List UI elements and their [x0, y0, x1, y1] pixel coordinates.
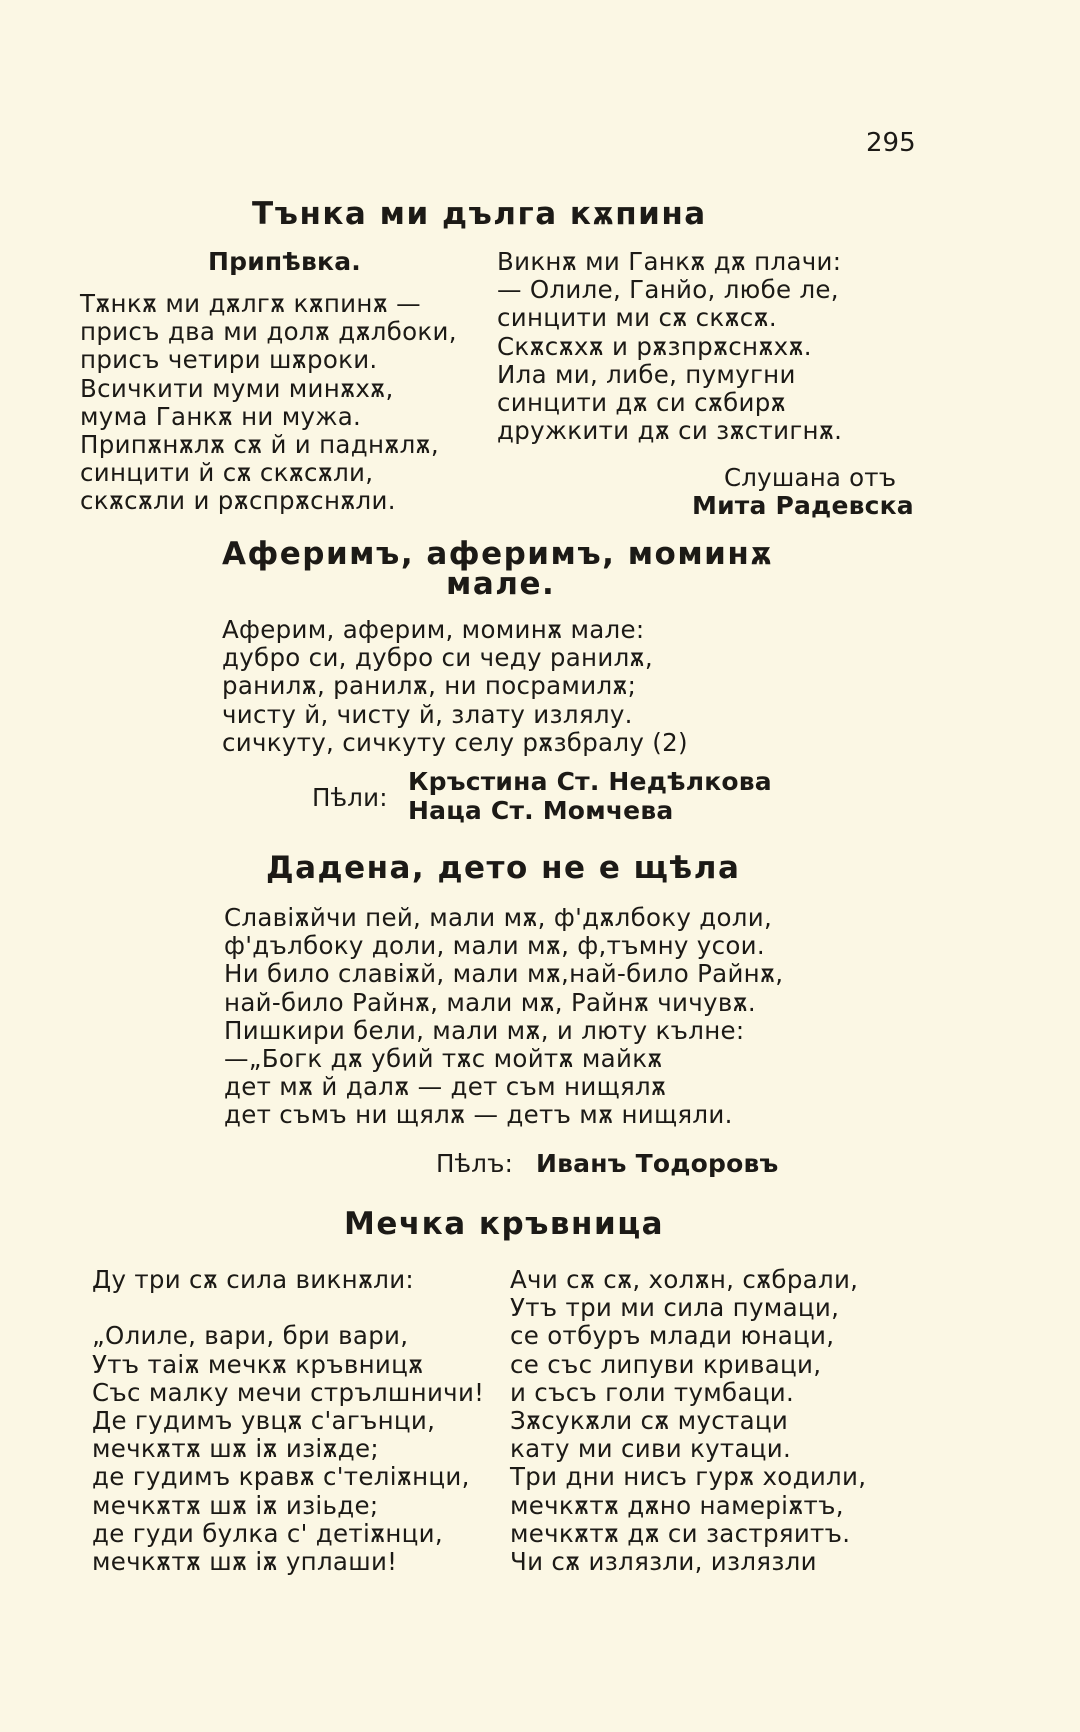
verse-line: Викнѫ ми Ганкѫ дѫ плачи:	[497, 247, 842, 276]
verse-line: „Олиле, вари, бри вари,	[92, 1321, 409, 1351]
song2-singer2: Наца Ст. Момчева	[408, 796, 674, 825]
verse-line: се отбуръ млади юнаци,	[510, 1321, 835, 1351]
song4-title: Мечка кръвница	[344, 1206, 665, 1242]
verse-line: ф'дълбоку доли, мали мѫ, ф,тъмну усои.	[224, 931, 765, 961]
song1-credit-label: Слушана отъ	[724, 463, 897, 492]
verse-line: мечкѫтѫ шѫ іѫ уплаши!	[92, 1547, 398, 1577]
verse-line: мечкѫтѫ шѫ іѫ изіьде;	[92, 1490, 379, 1520]
song1-title: Тънка ми дълга кѫпина	[252, 196, 707, 232]
verse-line: се със липуви криваци,	[510, 1349, 822, 1379]
verse-line: Утъ три ми сила пумаци,	[510, 1293, 840, 1323]
verse-line: Де гудимъ увцѫ с'агънци,	[92, 1406, 436, 1436]
verse-line: Ни било славіѫй, мали мѫ,най-било Райнѫ,	[224, 959, 784, 989]
verse-line: присъ четири шѫроки.	[80, 345, 378, 375]
song4-left-column	[92, 1266, 484, 1576]
verse-line: чисту й, чисту й, злату излялу.	[222, 699, 633, 729]
verse-line: синцити й сѫ скѫсѫли,	[80, 458, 374, 488]
verse-line: мечкѫтѫ дѫно намеріѫтъ,	[510, 1490, 844, 1520]
verse-line	[92, 1294, 484, 1322]
song3-title: Дадена, дето не е щѣла	[266, 850, 741, 886]
verse-line: синцити дѫ си сѫбирѫ	[497, 388, 786, 418]
verse-line: дет мѫ й далѫ — дет съм нищялѫ	[224, 1072, 667, 1102]
song3-singer: Иванъ Тодоровъ	[536, 1149, 779, 1178]
verse-line: — Олиле, Ганйо, любе ле,	[497, 275, 839, 305]
song2-verse	[222, 616, 688, 757]
verse-line: сичкуту, сичкуту селу рѫзбралу (2)	[222, 727, 688, 757]
verse-line: най-било Райнѫ, мали мѫ, Райнѫ чичувѫ.	[224, 987, 756, 1017]
verse-line: Скѫсѫхѫ и рѫзпрѫснѫхѫ.	[497, 331, 812, 361]
verse-line: Славіѫйчи пей, мали мѫ, ф'дѫлбоку доли,	[224, 903, 773, 932]
verse-line: Три дни нисъ гурѫ ходили,	[510, 1462, 867, 1492]
verse-line: кату ми сиви кутаци.	[510, 1434, 792, 1464]
verse-line: скѫсѫли и рѫспрѫснѫли.	[80, 486, 396, 516]
verse-line: Пишкири бели, мали мѫ, и люту кълне:	[224, 1015, 745, 1045]
verse-line: присъ два ми долѫ дѫлбоки,	[80, 317, 457, 347]
verse-line: Ачи сѫ сѫ, холѫн, сѫбрали,	[510, 1265, 859, 1294]
song2-title-line2: мале.	[446, 566, 556, 602]
verse-line: мечкѫтѫ шѫ іѫ изіѫде;	[92, 1434, 379, 1464]
verse-line: Със малку мечи стрълшничи!	[92, 1377, 485, 1407]
song1-subtitle: Припѣвка.	[208, 247, 361, 276]
verse-line: ранилѫ, ранилѫ, ни посрамилѫ;	[222, 671, 637, 701]
verse-line: Ду три сѫ сила викнѫли:	[92, 1265, 414, 1294]
verse-line: Тѫнкѫ ми дѫлгѫ кѫпинѫ —	[80, 289, 421, 318]
verse-line: дружкити дѫ си зѫстигнѫ.	[497, 416, 843, 446]
song1-left-column	[80, 290, 457, 516]
verse-line: де гуди булка с' детіѫнци,	[92, 1518, 443, 1548]
song2-credit-label: Пѣли:	[312, 783, 388, 812]
song4-right-column	[510, 1266, 866, 1576]
song3-verse	[224, 904, 783, 1130]
song1-right-column	[497, 248, 842, 445]
song1-credit-name: Мита Радевска	[692, 491, 914, 520]
verse-line: Ила ми, либе, пумугни	[497, 359, 796, 389]
verse-line: Припѫнѫлѫ сѫ й и паднѫлѫ,	[80, 430, 439, 460]
song2-title-line1: Аферимъ, аферимъ, моминѫ	[222, 536, 774, 572]
verse-line: —„Богк дѫ убий тѫс мойтѫ майкѫ	[224, 1044, 663, 1074]
verse-line: и съсъ голи тумбаци.	[510, 1377, 795, 1407]
verse-line: Чи сѫ излязли, излязли	[510, 1547, 817, 1577]
verse-line: дет съмъ ни щялѫ — детъ мѫ нищяли.	[224, 1100, 733, 1130]
verse-line: Зѫсукѫли сѫ мустаци	[510, 1406, 789, 1436]
verse-line: мума Ганкѫ ни мужа.	[80, 401, 362, 431]
verse-line: де гудимъ кравѫ с'теліѫнци,	[92, 1462, 470, 1492]
song2-singer1: Кръстина Ст. Недѣлкова	[408, 767, 772, 796]
verse-line: Всичкити муми минѫхѫ,	[80, 373, 394, 403]
page-number: 295	[866, 128, 916, 158]
verse-line: мечкѫтѫ дѫ си застряитъ.	[510, 1518, 851, 1548]
verse-line: Утъ таіѫ мечкѫ кръвницѫ	[92, 1349, 424, 1379]
song3-credit-label: Пѣлъ:	[436, 1149, 514, 1178]
verse-line: Аферим, аферим, моминѫ мале:	[222, 615, 645, 644]
verse-line: синцити ми сѫ скѫсѫ.	[497, 303, 777, 333]
verse-line: дубро си, дубро си чеду ранилѫ,	[222, 643, 653, 673]
